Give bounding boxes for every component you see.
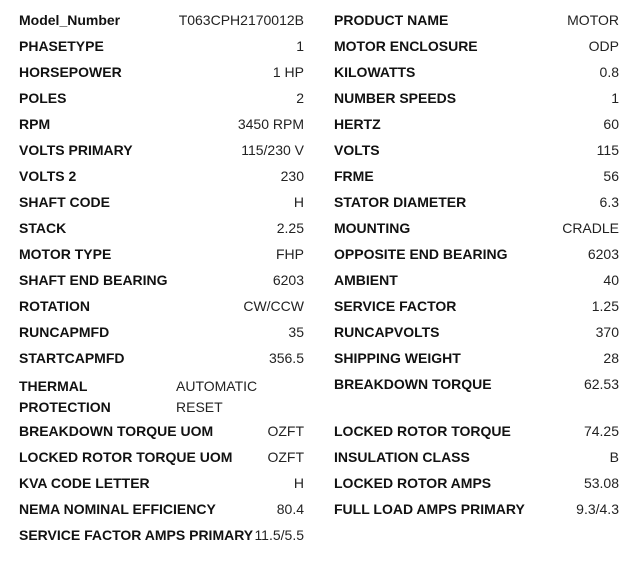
spec-value: 1.25 [591,298,619,314]
spec-label: HORSEPOWER [19,64,122,80]
spec-value: 28 [603,350,619,366]
spec-label: PHASETYPE [19,38,104,54]
spec-label: SERVICE FACTOR [334,298,457,314]
spec-label: SHIPPING WEIGHT [334,350,461,366]
spec-row [19,420,304,446]
spec-value: 115 [596,142,619,158]
spec-label: SHAFT END BEARING [19,272,168,288]
spec-value: 74.25 [583,423,619,439]
spec-row [19,87,304,113]
spec-row [19,446,304,472]
spec-row [334,472,619,498]
spec-row [334,420,619,446]
spec-value: T063CPH2170012B [178,12,304,28]
spec-value: 80.4 [276,501,304,517]
spec-row [334,347,619,373]
spec-value: 356.5 [268,350,304,366]
spec-label: KVA CODE LETTER [19,475,150,491]
spec-value: 6203 [272,272,304,288]
spec-value: 56 [603,168,619,184]
spec-row [19,191,304,217]
spec-row [19,9,304,35]
spec-label: HERTZ [334,116,381,132]
spec-row [19,35,304,61]
spec-row [334,498,619,524]
spec-label: VOLTS [334,142,380,158]
spec-value: CW/CCW [243,298,304,314]
spec-value: OZFT [267,423,304,439]
spec-row [334,87,619,113]
spec-label: LOCKED ROTOR TORQUE [334,423,511,439]
spec-value: 1 [611,90,619,106]
spec-label: POLES [19,90,67,106]
spec-row [19,472,304,498]
spec-row [334,9,619,35]
spec-value: 0.8 [599,64,619,80]
spec-label: PRODUCT NAME [334,12,449,28]
spec-row [334,191,619,217]
spec-label: ROTATION [19,298,91,314]
spec-value: H [293,194,304,210]
spec-label: SERVICE FACTOR AMPS PRIMARY [19,527,254,543]
spec-row [334,373,619,420]
spec-value: 11.5/5.5 [254,527,304,543]
spec-value: AUTOMATIC RESET [176,378,258,415]
spec-row [19,347,304,373]
spec-label: LOCKED ROTOR TORQUE UOM [19,449,233,465]
spec-label: RPM [19,116,51,132]
spec-row [334,35,619,61]
spec-label: OPPOSITE END BEARING [334,246,508,262]
spec-value: H [293,475,304,491]
spec-label: RUNCAPMFD [19,324,110,340]
spec-value: 1 HP [272,64,304,80]
spec-row [19,295,304,321]
spec-label: VOLTS 2 [19,168,77,184]
spec-row [19,524,304,550]
spec-label: LOCKED ROTOR AMPS [334,475,492,491]
spec-row [19,243,304,269]
spec-label: NUMBER SPEEDS [334,90,457,106]
spec-label: MOTOR TYPE [19,246,112,262]
spec-value: 35 [288,324,304,340]
spec-row [334,113,619,139]
spec-value: 6.3 [599,194,619,210]
spec-value: 60 [603,116,619,132]
spec-label: RUNCAPVOLTS [334,324,440,340]
spec-label: MOUNTING [334,220,411,236]
spec-label: VOLTS PRIMARY [19,142,133,158]
spec-row [334,295,619,321]
spec-row [19,113,304,139]
spec-row [19,498,304,524]
spec-label: MOTOR ENCLOSURE [334,38,478,54]
spec-value: 62.53 [583,376,619,392]
spec-value: OZFT [267,449,304,465]
spec-row [19,165,304,191]
spec-row [19,321,304,347]
spec-row [334,139,619,165]
spec-label: NEMA NOMINAL EFFICIENCY [19,501,216,517]
spec-label: KILOWATTS [334,64,416,80]
spec-value: 9.3/4.3 [576,501,619,517]
spec-value: FHP [276,246,304,262]
spec-value: 230 [280,168,304,184]
spec-label: AMBIENT [334,272,398,288]
spec-row [334,165,619,191]
spec-label: STARTCAPMFD [19,350,125,366]
spec-value: CRADLE [562,220,619,236]
spec-label: SHAFT CODE [19,194,110,210]
spec-value: 115/230 V [241,142,304,158]
spec-value: 2.25 [276,220,304,236]
spec-column-left [19,9,304,550]
spec-column-right [334,9,619,524]
spec-label: BREAKDOWN TORQUE [334,376,492,392]
spec-value: 1 [296,38,304,54]
spec-row [19,269,304,295]
spec-row [19,61,304,87]
spec-value: 370 [595,324,619,340]
spec-label: THERMAL PROTECTION [19,378,111,415]
spec-value: MOTOR [567,12,619,28]
spec-value: B [609,449,619,465]
spec-row [334,243,619,269]
spec-label: STACK [19,220,67,236]
spec-label: Model_Number [19,12,121,28]
spec-row [334,321,619,347]
spec-row [19,139,304,165]
spec-row [334,217,619,243]
spec-row [19,217,304,243]
spec-value: 3450 RPM [237,116,304,132]
spec-value: 40 [603,272,619,288]
spec-row [334,446,619,472]
spec-label: INSULATION CLASS [334,449,470,465]
spec-row [19,373,304,420]
spec-label: FRME [334,168,374,184]
spec-value: 53.08 [583,475,619,491]
spec-value: 2 [296,90,304,106]
spec-label: STATOR DIAMETER [334,194,467,210]
spec-value: ODP [588,38,619,54]
spec-label: BREAKDOWN TORQUE UOM [19,423,214,439]
spec-label: FULL LOAD AMPS PRIMARY [334,501,525,517]
spec-row [334,269,619,295]
spec-value: 6203 [587,246,619,262]
spec-row [334,61,619,87]
